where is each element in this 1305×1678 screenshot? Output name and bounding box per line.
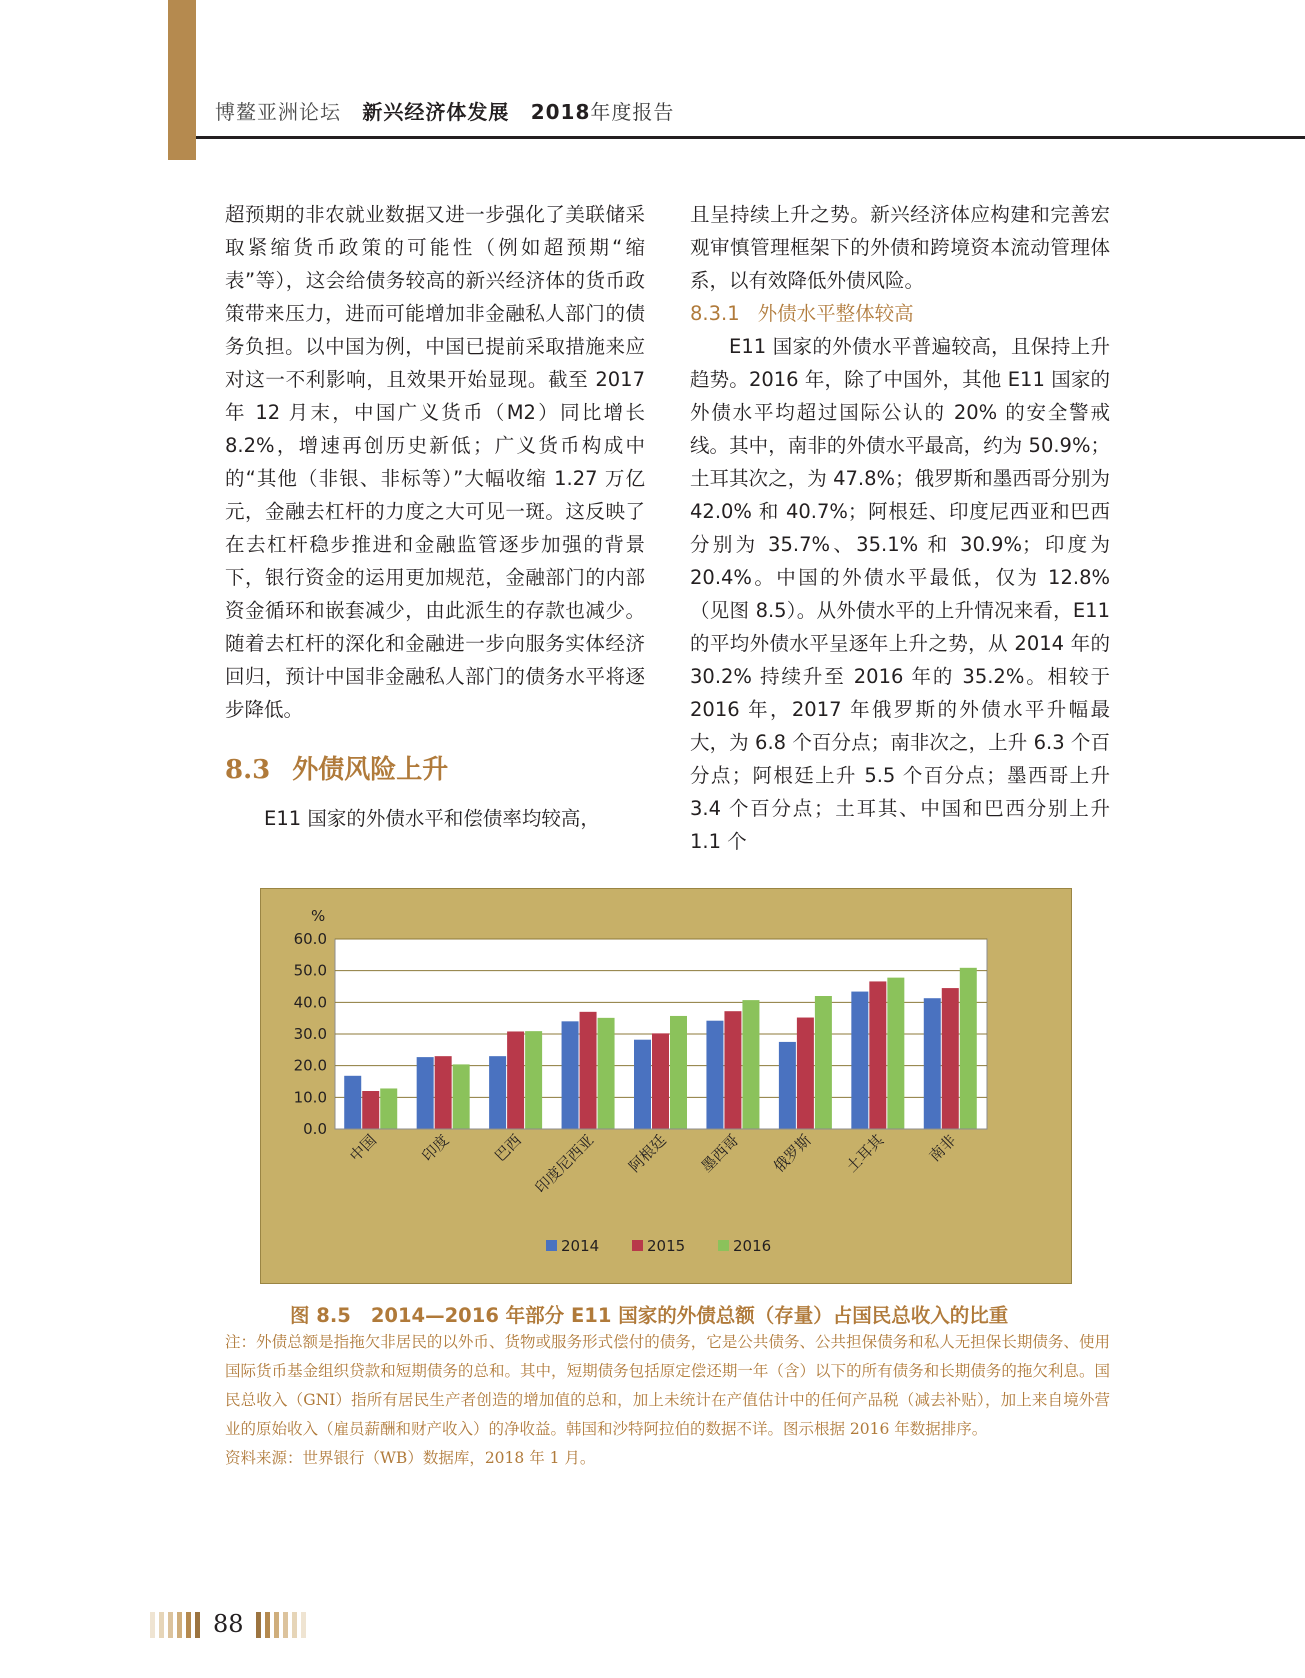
header-report: 新兴经济体发展 [362, 100, 510, 124]
footer-bar [186, 1612, 191, 1638]
bar [960, 968, 977, 1129]
bar [942, 988, 959, 1129]
bar [380, 1088, 397, 1129]
y-tick-label: 60.0 [293, 930, 327, 948]
footer-bar [283, 1612, 288, 1638]
bar [724, 1011, 741, 1129]
footer-bars-right [256, 1612, 306, 1638]
footer-bar [159, 1612, 164, 1638]
y-tick-label: 20.0 [293, 1056, 327, 1075]
header-accent-bar [168, 0, 196, 160]
header-forum: 博鳌亚洲论坛 [215, 100, 341, 124]
bar [924, 998, 941, 1129]
footer-bar [168, 1612, 173, 1638]
bar [562, 1021, 579, 1129]
x-tick-label: 印度 [418, 1131, 453, 1166]
bar [453, 1064, 470, 1129]
section-number: 8.3 [225, 755, 271, 785]
x-tick-label: 阿根廷 [625, 1131, 670, 1176]
bar [797, 1018, 814, 1129]
y-tick-label: 30.0 [293, 1025, 327, 1043]
legend-label: 2014 [561, 1237, 600, 1255]
bar [525, 1031, 542, 1129]
x-tick-label: 俄罗斯 [770, 1131, 815, 1176]
footer-bar [150, 1612, 155, 1638]
bar [706, 1021, 723, 1129]
bar [851, 992, 868, 1129]
x-tick-label: 南非 [925, 1131, 960, 1166]
figure-title: 2014—2016 年部分 E11 国家的外债总额（存量）占国民总收入的比重 [370, 1304, 1009, 1327]
x-tick-label: 中国 [346, 1131, 381, 1166]
section-heading [225, 752, 645, 788]
left-paragraph-2: E11 国家的外债水平和偿债率均较高， [264, 807, 600, 830]
bar [869, 981, 886, 1129]
legend-label: 2015 [647, 1237, 686, 1255]
legend-swatch [632, 1240, 643, 1251]
left-paragraph-1: 超预期的非农就业数据又进一步强化了美联储采取紧缩货币政策的可能性（例如超预期“缩表”等），这会给债务较高的新兴经济体的货币政策带来压力，进而可能增加非金融私人部门的债务负担。以中国为例，中国已提前采取措施来应对这一不利影响，且效果开始显现。截至 2017 年 12 月末，中国广义货币（M2）同比增长 8.2%，增速再创历史新低；广义货币构成中的“其他（非银、非标等）”大幅收缩 1.27 万亿元，金融去杠杆的力度之大可见一斑。这反映了在去杠杆稳步推进和金融监管逐步加强的背景下，银行资金的运用更加规范，金融部门的内部资金循环和嵌套减少，由此派生的存款也减少。随着去杠杆的深化和金融进一步向服务实体经济回归，预计中国非金融私人部门的债务水平将逐步降低。 [225, 203, 645, 721]
bar [362, 1091, 379, 1129]
page-number: 88 [213, 1610, 244, 1638]
figure-note-block [225, 1328, 1110, 1473]
section-title: 外债风险上升 [292, 755, 449, 785]
legend-swatch [718, 1240, 729, 1251]
footer-bar [301, 1612, 306, 1638]
subsection-number: 8.3.1 [690, 302, 740, 325]
bar [489, 1056, 506, 1129]
footer-bar [195, 1612, 200, 1638]
subsection-title: 外债水平整体较高 [757, 302, 914, 325]
bar [417, 1057, 434, 1129]
header-suffix: 年度报告 [590, 100, 675, 124]
y-tick-label: 40.0 [293, 993, 327, 1012]
x-tick-label: 印度尼西亚 [531, 1131, 598, 1197]
left-column [225, 198, 645, 835]
bar [887, 978, 904, 1129]
bar-chart [261, 889, 1073, 1285]
right-column [690, 198, 1110, 858]
bar [344, 1076, 361, 1129]
right-paragraph-1: 且呈持续上升之势。新兴经济体应构建和完善宏观审慎管理框架下的外债和跨境资本流动管理体系，以有效降低外债风险。 [690, 203, 1110, 292]
bar [779, 1042, 796, 1129]
figure-source: 资料来源：世界银行（WB）数据库，2018 年 1 月。 [225, 1449, 596, 1467]
footer-bar [265, 1612, 270, 1638]
bar [815, 996, 832, 1129]
footer-bars-left [150, 1612, 200, 1638]
header-rule [196, 136, 1305, 139]
right-paragraph-2: E11 国家的外债水平普遍较高，且保持上升趋势。2016 年，除了中国外，其他 E11 国家的外债水平均超过国际公认的 20% 的安全警戒线。其中，南非的外债水平最高，约为 50.9%；土耳其次之，为 47.8%；俄罗斯和墨西哥分别为 42.0% 和 40.7%；阿根廷、印度尼西亚和巴西分别为 35.7%、35.1% 和 30.9%；印度为 20.4%。中国的外债水平最低，仅为 12.8%（见图 8.5）。从外债水平的上升情况来看，E11 的平均外债水平呈逐年上升之势，从 2014 年的 30.2% 持续升至 2016 年的 35.2%。相较于 2016 年，2017 年俄罗斯的外债水平升幅最大，为 6.8 个百分点；南非次之，上升 6.3 个百分点；阿根廷上升 5.5 个百分点；墨西哥上升 3.4 个百分点；土耳其、中国和巴西分别上升 1.1 个 [690, 335, 1110, 853]
bar [670, 1016, 687, 1129]
y-tick-label: 50.0 [293, 961, 327, 980]
x-tick-label: 土耳其 [842, 1131, 888, 1176]
figure-caption [290, 1300, 1008, 1328]
footer-bar [256, 1612, 261, 1638]
bar [742, 1000, 759, 1129]
x-tick-label: 墨西哥 [697, 1131, 743, 1176]
bar [634, 1040, 651, 1129]
y-tick-label: 10.0 [293, 1088, 327, 1107]
footer-bar [177, 1612, 182, 1638]
bar [598, 1018, 615, 1129]
x-tick-label: 巴西 [490, 1131, 525, 1166]
bar [435, 1056, 452, 1129]
header-year: 2018 [530, 100, 591, 124]
y-axis-unit: % [311, 907, 326, 925]
figure-8-5 [260, 888, 1072, 1284]
footer-bar [292, 1612, 297, 1638]
bar [652, 1033, 669, 1129]
footer-bar [274, 1612, 279, 1638]
running-header [215, 96, 674, 125]
y-tick-label: 0.0 [303, 1120, 327, 1138]
legend-label: 2016 [733, 1237, 772, 1255]
legend-swatch [546, 1240, 557, 1251]
bar [580, 1012, 597, 1129]
bar [507, 1031, 524, 1129]
figure-note: 注：外债总额是指拖欠非居民的以外币、货物或服务形式偿付的债务，它是公共债务、公共担保债务和私人无担保长期债务、使用国际货币基金组织贷款和短期债务的总和。其中，短期债务包括原定偿还期一年（含）以下的所有债务和长期债务的拖欠利息。国民总收入（GNI）指所有居民生产者创造的增加值的总和，加上未统计在产值估计中的任何产品税（减去补贴），加上来自境外营业的原始收入（雇员薪酬和财产收入）的净收益。韩国和沙特阿拉伯的数据不详。图示根据 2016 年数据排序。 [225, 1333, 1110, 1438]
figure-number: 图 8.5 [290, 1304, 351, 1327]
subsection-heading [690, 297, 1110, 330]
